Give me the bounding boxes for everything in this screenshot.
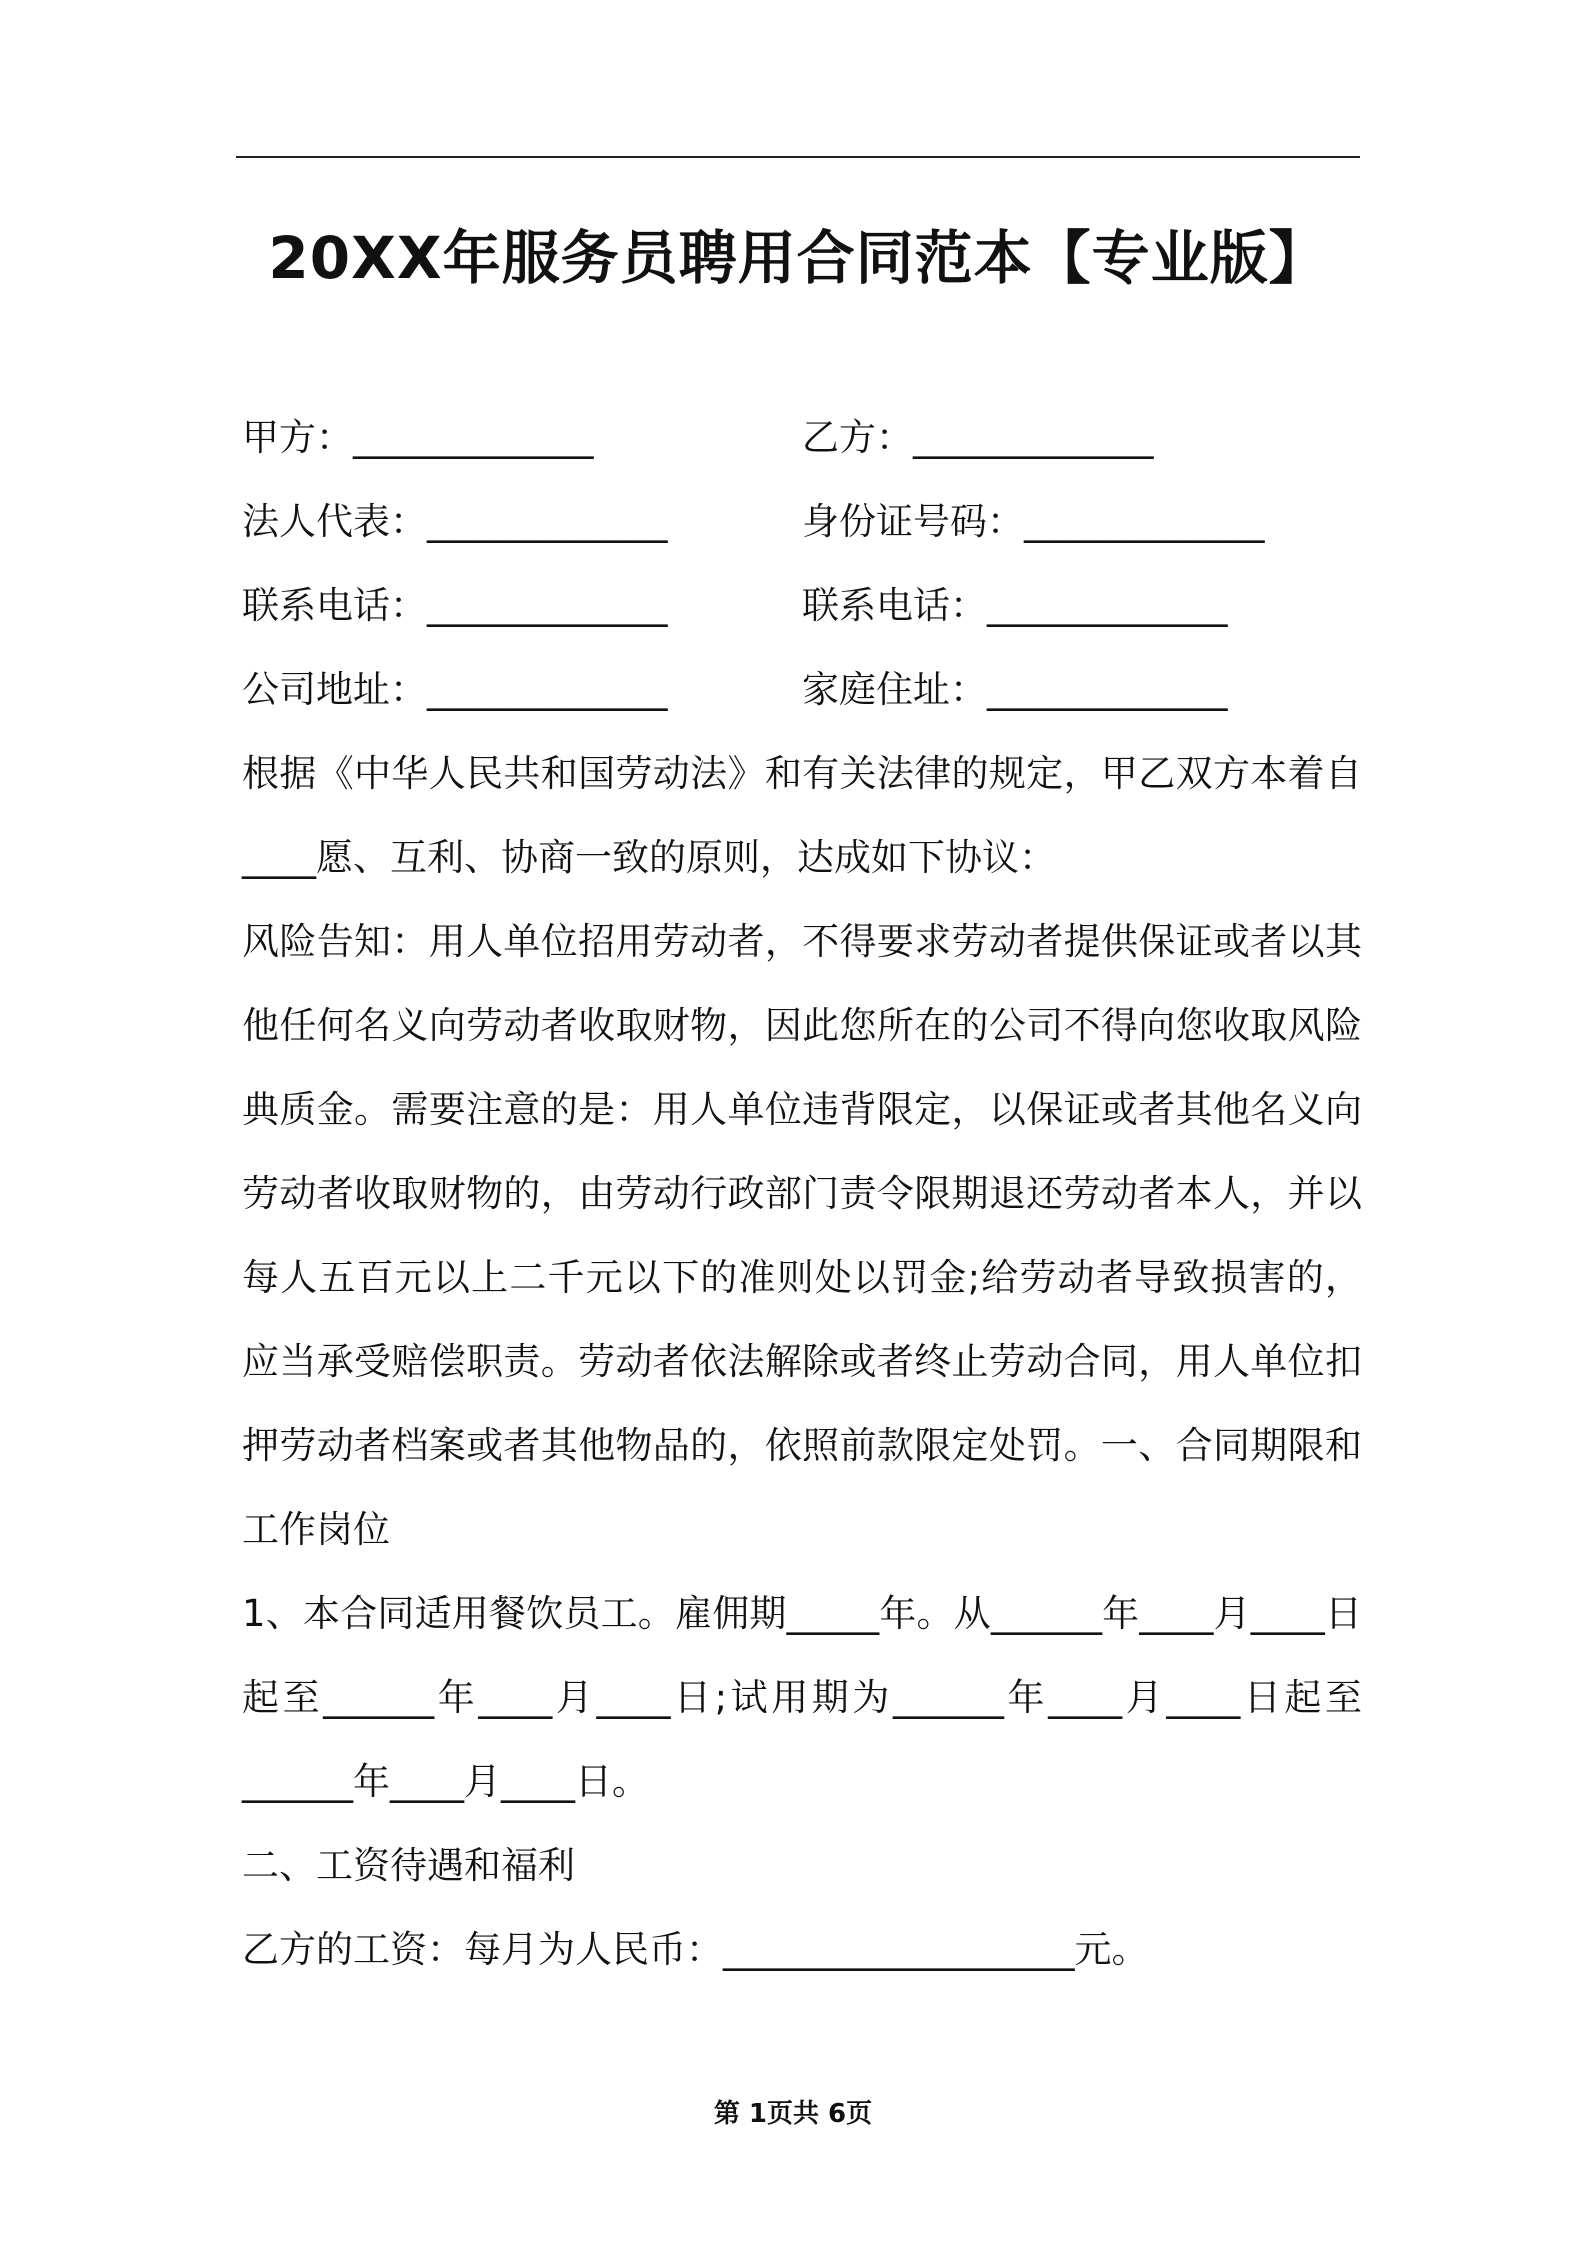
party-row-3: [242, 564, 1362, 648]
home-address-field: 家庭住址：_____________: [802, 668, 1228, 711]
document-body: [242, 396, 1362, 1992]
company-address-field: 公司地址：_____________: [242, 668, 668, 711]
party-row-1: [242, 396, 1362, 480]
section-2-heading: 二、工资待遇和福利: [242, 1844, 575, 1887]
header-rule: [236, 156, 1360, 158]
party-b-field: 乙方：_____________: [802, 416, 1154, 459]
preamble-paragraph: 根据《中华人民共和国劳动法》和有关法律的规定，甲乙双方本着自____愿、互利、协商一致的原则，达成如下协议：: [242, 752, 1362, 879]
risk-notice-paragraph: 风险告知：用人单位招用劳动者，不得要求劳动者提供保证或者以其他任何名义向劳动者收取财物，因此您所在的公司不得向您收取风险典质金。需要注意的是：用人单位违背限定，以保证或者其他名义向劳动者收取财物的，由劳动行政部门责令限期退还劳动者本人，并以每人五百元以上二千元以下的准则处以罚金;给劳动者导致损害的，应当承受赔偿职责。劳动者依法解除或者终止劳动合同，用人单位扣押劳动者档案或者其他物品的，依照前款限定处罚。一、合同期限和工作岗位: [242, 920, 1362, 1551]
page-footer: 第 1页共 6页: [713, 2099, 873, 2129]
salary-line: 乙方的工资：每月为人民币：___________________元。: [242, 1928, 1149, 1971]
legal-representative-field: 法人代表：_____________: [242, 500, 668, 543]
clause-1-paragraph: 1、本合同适用餐饮员工。雇佣期_____年。从______年____月____日起至______年____月____日;试用期为______年____月____日起至______年____月____日。: [242, 1592, 1362, 1803]
party-a-field: 甲方：_____________: [242, 416, 594, 459]
party-row-2: [242, 480, 1362, 564]
document-title: 20XX年服务员聘用合同范本【专业版】: [268, 224, 1328, 292]
party-row-4: [242, 648, 1362, 732]
id-number-field: 身份证号码：_____________: [802, 500, 1265, 543]
party-a-phone-field: 联系电话：_____________: [242, 584, 668, 627]
party-b-phone-field: 联系电话：_____________: [802, 584, 1228, 627]
